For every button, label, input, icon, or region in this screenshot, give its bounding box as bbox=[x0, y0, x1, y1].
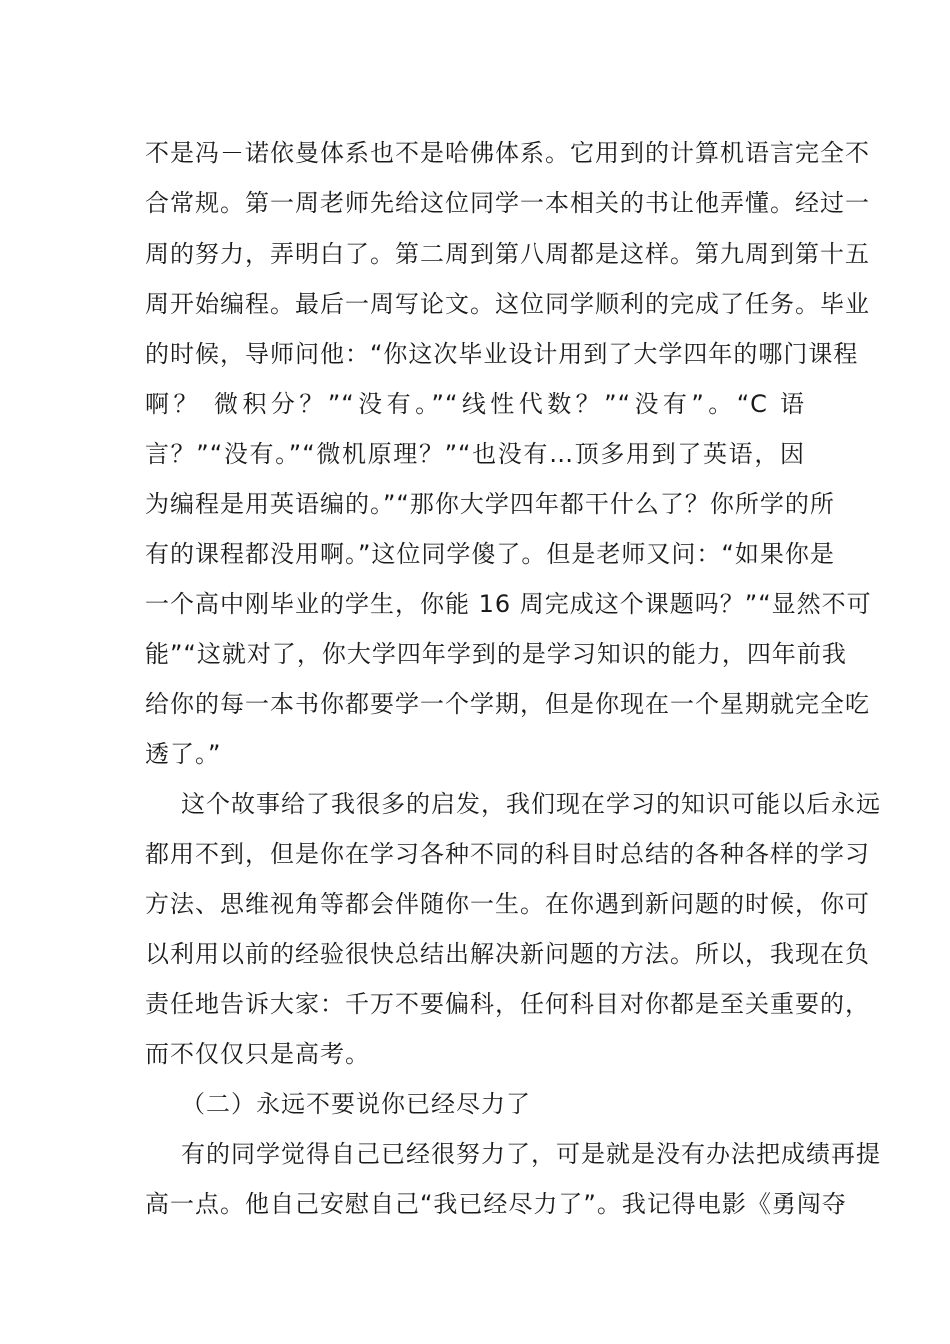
text-line: 合常规。第一周老师先给这位同学一本相关的书让他弄懂。经过一 bbox=[145, 189, 870, 217]
text-line: 透了。” bbox=[145, 740, 222, 768]
text-line: 能”“这就对了，你大学四年学到的是学习知识的能力，四年前我 bbox=[145, 640, 847, 668]
text-line: 一个高中刚毕业的学生，你能 16 周完成这个课题吗？”“显然不可 bbox=[145, 590, 872, 618]
text-line: 责任地告诉大家：千万不要偏科，任何科目对你都是至关重要的， bbox=[145, 990, 870, 1018]
text-line: 高一点。他自己安慰自己“我已经尽力了”。我记得电影《勇闯夺 bbox=[145, 1190, 847, 1218]
text-line: 有的课程都没用啊。”这位同学傻了。但是老师又问：“如果你是 bbox=[145, 540, 835, 568]
paragraph-first-line: 这个故事给了我很多的启发，我们现在学习的知识可能以后永远 bbox=[181, 790, 881, 818]
text-line: 而不仅仅只是高考。 bbox=[145, 1040, 370, 1068]
text-line: 为编程是用英语编的。”“那你大学四年都干什么了？你所学的所 bbox=[145, 490, 835, 518]
text-line: 周开始编程。最后一周写论文。这位同学顺利的完成了任务。毕业 bbox=[145, 290, 870, 318]
text-line: 啊？ 微积分？”“没有。”“线性代数？”“没有”。“C 语 bbox=[145, 390, 805, 418]
text-line: 周的努力，弄明白了。第二周到第八周都是这样。第九周到第十五 bbox=[145, 240, 870, 268]
text-line: 以利用以前的经验很快总结出解决新问题的方法。所以，我现在负 bbox=[145, 940, 870, 968]
text-line: 都用不到，但是你在学习各种不同的科目时总结的各种各样的学习 bbox=[145, 840, 870, 868]
paragraph-first-line: 有的同学觉得自己已经很努力了，可是就是没有办法把成绩再提 bbox=[181, 1140, 881, 1168]
text-line: 言？”“没有。”“微机原理？”“也没有…顶多用到了英语，因 bbox=[145, 440, 805, 468]
text-line: 方法、思维视角等都会伴随你一生。在你遇到新问题的时候，你可 bbox=[145, 890, 870, 918]
text-line: 的时候，导师问他：“你这次毕业设计用到了大学四年的哪门课程 bbox=[145, 340, 859, 368]
text-line: 给你的每一本书你都要学一个学期，但是你现在一个星期就完全吃 bbox=[145, 690, 870, 718]
text-line: 不是冯－诺依曼体系也不是哈佛体系。它用到的计算机语言完全不 bbox=[145, 139, 870, 167]
section-heading: （二）永远不要说你已经尽力了 bbox=[181, 1090, 531, 1118]
